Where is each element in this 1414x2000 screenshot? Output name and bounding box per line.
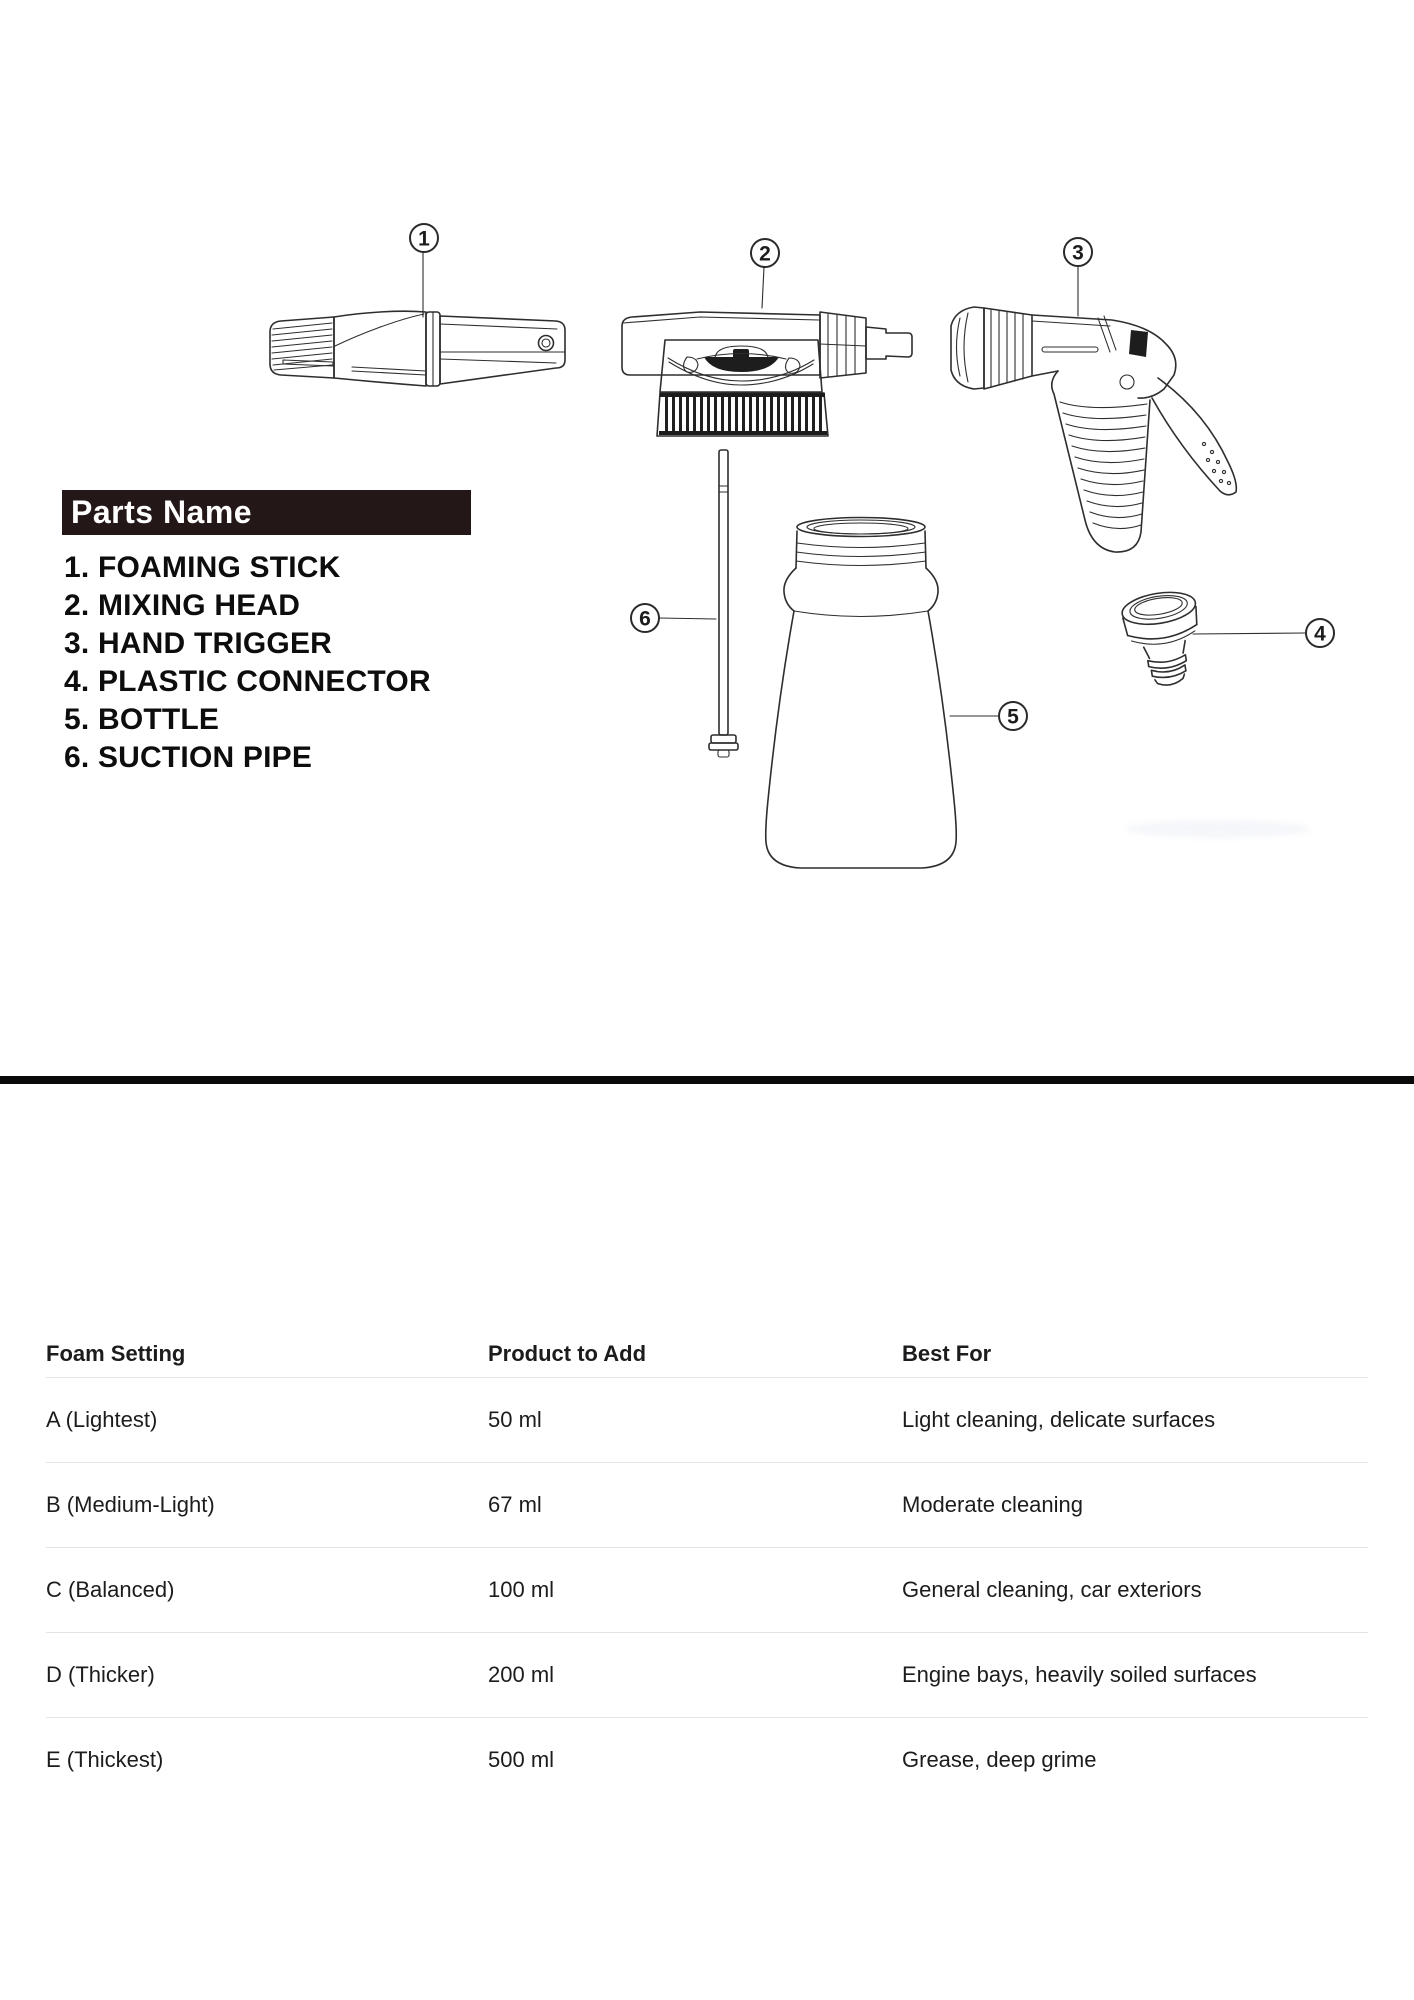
cell-best-for: General cleaning, car exteriors	[902, 1577, 1202, 1602]
parts-list-item-6: 6. SUCTION PIPE	[64, 741, 313, 774]
faint-smudge	[1125, 820, 1310, 838]
callout-5-number: 5	[1007, 705, 1019, 729]
parts-list-item-4: 4. PLASTIC CONNECTOR	[64, 665, 431, 698]
cell-best-for: Grease, deep grime	[902, 1747, 1097, 1772]
cell-setting: B (Medium-Light)	[46, 1492, 215, 1517]
parts-list-item-2: 2. MIXING HEAD	[64, 589, 301, 622]
callout-6	[631, 604, 716, 632]
cell-setting: C (Balanced)	[46, 1577, 175, 1602]
foam-settings-table	[46, 1330, 1368, 1802]
cell-product: 67 ml	[488, 1492, 542, 1517]
part-plastic-connector	[1120, 588, 1208, 691]
callout-5	[950, 702, 1027, 730]
part-foaming-stick	[270, 311, 565, 386]
cell-product: 200 ml	[488, 1662, 555, 1687]
cell-setting: D (Thicker)	[46, 1662, 155, 1687]
callout-3-number: 3	[1072, 241, 1084, 265]
table-row-a	[46, 1378, 1368, 1463]
part-mixing-head	[622, 312, 912, 436]
callout-2	[751, 239, 779, 308]
cell-setting: A (Lightest)	[46, 1407, 158, 1432]
callout-4-number: 4	[1314, 622, 1326, 646]
parts-list	[64, 549, 431, 777]
callout-1-number: 1	[418, 227, 430, 251]
header-best-for: Best For	[902, 1340, 992, 1366]
parts-list-item-1: 1. FOAMING STICK	[64, 551, 341, 584]
header-foam-setting: Foam Setting	[46, 1340, 186, 1366]
table-row-b	[46, 1463, 1368, 1548]
parts-name-banner: Parts Name	[62, 490, 471, 535]
callout-6-number: 6	[639, 607, 651, 631]
cell-product: 500 ml	[488, 1747, 555, 1772]
part-hand-trigger	[951, 307, 1236, 552]
table-header-row	[46, 1330, 1368, 1378]
header-product-to-add: Product to Add	[488, 1340, 647, 1366]
callout-3	[1064, 238, 1092, 316]
cell-product: 50 ml	[488, 1407, 542, 1432]
section-divider	[0, 1076, 1414, 1084]
cell-best-for: Moderate cleaning	[902, 1492, 1084, 1517]
part-suction-pipe	[709, 450, 738, 757]
cell-product: 100 ml	[488, 1577, 555, 1602]
table-row-c	[46, 1548, 1368, 1633]
cell-best-for: Engine bays, heavily soiled surfaces	[902, 1662, 1257, 1687]
callout-2-number: 2	[759, 242, 771, 266]
callout-1	[410, 224, 438, 317]
callout-4	[1193, 619, 1334, 647]
table-row-e	[46, 1718, 1368, 1802]
cell-best-for: Light cleaning, delicate surfaces	[902, 1407, 1216, 1432]
table-row-d	[46, 1633, 1368, 1718]
parts-list-item-3: 3. HAND TRIGGER	[64, 627, 333, 660]
parts-list-item-5: 5. BOTTLE	[64, 703, 220, 736]
part-bottle	[766, 518, 957, 869]
cell-setting: E (Thickest)	[46, 1747, 164, 1772]
